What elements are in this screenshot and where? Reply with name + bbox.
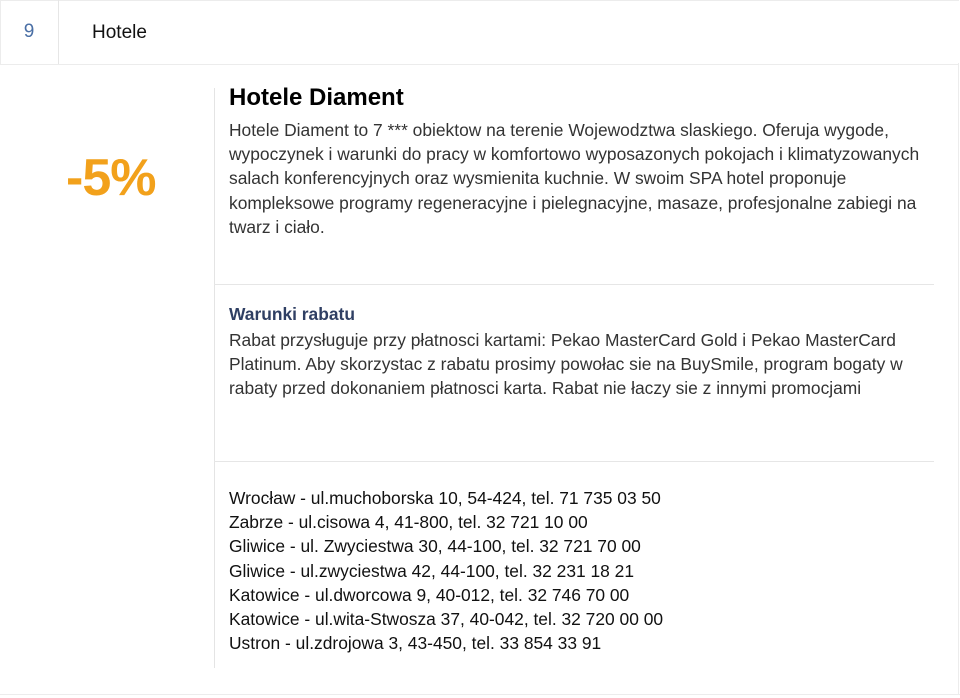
terms-heading: Warunki rabatu bbox=[229, 304, 355, 324]
terms-body: Rabat przysługuje przy płatnosci kartami: Pekao MasterCard Gold i Pekao MasterCard Platinum. Aby skorzystac z rabatu prosimy powołac sie na BuySmile, program bogaty w rabaty przed dokonaniem płatnosci karta. Rabat nie łaczy sie z innymi promocjami bbox=[229, 330, 903, 399]
column-divider bbox=[214, 88, 215, 668]
section-divider bbox=[214, 284, 934, 285]
location-item: Wrocław - ul.muchoborska 10, 54-424, tel. 71 735 03 50 bbox=[229, 488, 661, 508]
location-item: Katowice - ul.wita-Stwosza 37, 40-042, tel. 32 720 00 00 bbox=[229, 609, 664, 630]
offer-section bbox=[229, 84, 934, 239]
frame-right-border bbox=[958, 63, 959, 695]
page-number: 9 bbox=[0, 0, 59, 64]
location-item: Gliwice - ul.zwyciestwa 42, 44-100, tel. 32 231 18 21 bbox=[229, 560, 635, 581]
frame-bottom-border bbox=[0, 694, 960, 695]
location-item: Katowice - ul.dworcowa 9, 40-012, tel. 32 746 70 00 bbox=[229, 584, 630, 605]
offer-title: Hotele Diament bbox=[229, 84, 404, 111]
section-divider bbox=[214, 461, 934, 462]
offer-description: Hotele Diament to 7 *** obiektow na terenie Wojewodztwa slaskiego. Oferuja wygode, wypoczynek i warunki do pracy w komfortowo wyposazonych pokojach i klimatyzowanych salach konferencyjnych oraz wysmienita kuchnie. W swoim SPA hotel proponuje kompleksowe programy regeneracyjne i pielegnacyjne, masaze, profesjonalne zabiegi na twarz i ciało. bbox=[229, 120, 920, 237]
location-item: Gliwice - ul. Zwyciestwa 30, 44-100, tel. 32 721 70 00 bbox=[229, 536, 641, 557]
locations-list bbox=[229, 486, 934, 655]
category-title: Hotele bbox=[92, 22, 147, 43]
location-item: Ustron - ul.zdrojowa 3, 43-450, tel. 33 854 33 91 bbox=[229, 633, 602, 654]
location-item: Zabrze - ul.cisowa 4, 41-800, tel. 32 721 10 00 bbox=[229, 512, 588, 533]
discount-badge: -5% bbox=[66, 149, 156, 207]
terms-section bbox=[229, 303, 934, 401]
